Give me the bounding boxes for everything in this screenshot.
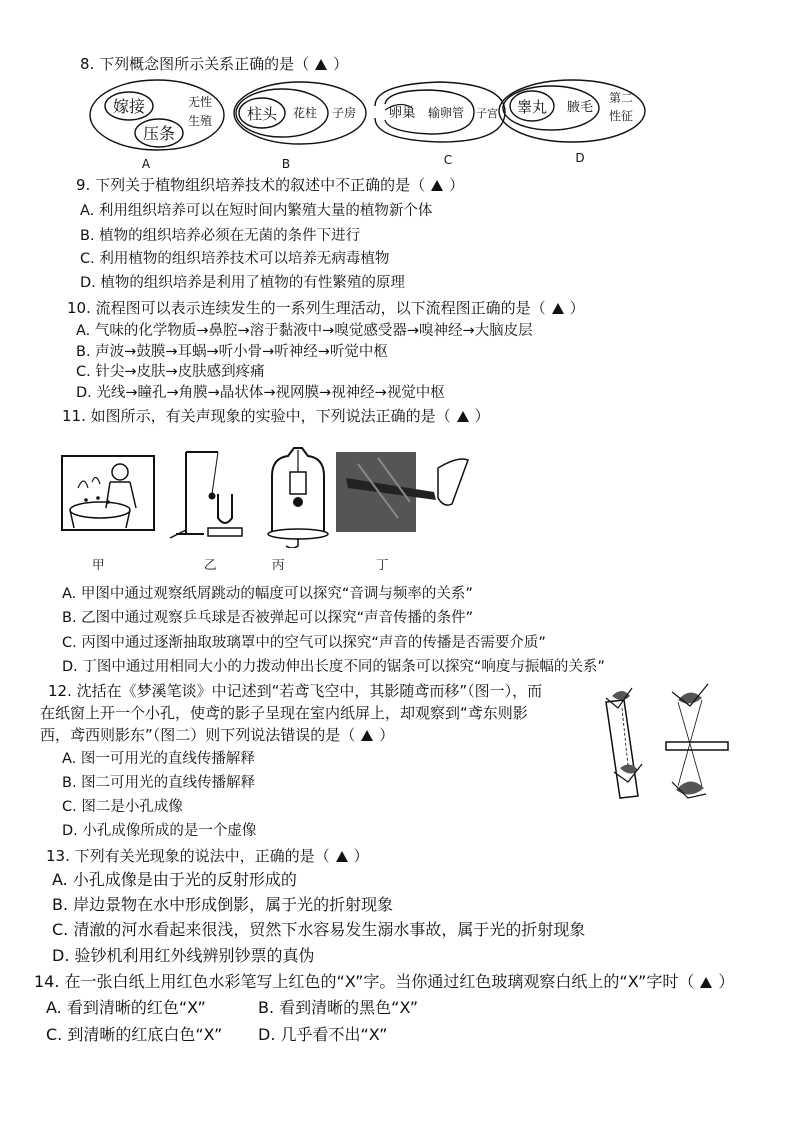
- q8-d-c2: 腋毛: [566, 100, 594, 115]
- figure-two-pinhole: [666, 684, 728, 798]
- q8-d-label: D: [575, 151, 585, 165]
- q12-stem-line-1: 12. 沈括在《梦溪笔谈》中记述到“若鸢飞空中，其影随鸢而移”（图一），而: [48, 682, 543, 700]
- figure-label-ding: 丁: [376, 557, 389, 572]
- q9-option-a: A. 利用组织培养可以在短时间内繁殖大量的植物新个体: [80, 203, 433, 219]
- q11-option-a: A. 甲图中通过观察纸屑跳动的幅度可以探究“音调与频率的关系”: [62, 586, 473, 602]
- q8-diagram-a: [90, 80, 224, 171]
- q8-diagram-c: [375, 82, 505, 167]
- q12-option-c: C. 图二是小孔成像: [62, 799, 183, 815]
- q8-a-inner2: 压条: [142, 124, 176, 143]
- q10-option-c: C. 针尖→皮肤→皮肤感到疼痛: [76, 364, 265, 380]
- q13-option-b: B. 岸边景物在水中形成倒影，属于光的折射现象: [52, 895, 394, 914]
- q12-option-b: B. 图二可用光的直线传播解释: [62, 775, 256, 791]
- q8-diagram-b: [234, 82, 366, 171]
- q10-option-a: A. 气味的化学物质→鼻腔→溶于黏液中→嗅觉感受器→嗅神经→大脑皮层: [76, 323, 533, 339]
- q8-d-c1: 睾丸: [516, 98, 548, 116]
- q9-option-c: C. 利用植物的组织培养技术可以培养无病毒植物: [80, 251, 390, 267]
- q13-option-c: C. 清澈的河水看起来很浅，贸然下水容易发生溺水事故，属于光的折射现象: [52, 920, 586, 939]
- q8-a-label: A: [141, 157, 151, 171]
- q14-option-b: B. 看到清晰的黑色“X”: [258, 998, 419, 1017]
- q8-a-outer-1: 无性: [187, 95, 213, 109]
- q8-b-c1: 柱头: [246, 105, 278, 123]
- q8-c-c3: 子宫: [476, 107, 498, 120]
- q11-option-c: C. 丙图中通过逐渐抽取玻璃罩中的空气可以探究“声音的传播是否需要介质”: [62, 635, 546, 651]
- q8-d-c3-2: 性征: [608, 109, 634, 123]
- q14-stem: 14. 在一张白纸上用红色水彩笔写上红色的“X”字。当你通过红色玻璃观察白纸上的“X”字时（ ）: [34, 972, 735, 991]
- q8-c-label: C: [443, 153, 453, 167]
- figure-one-kite-shadow: [606, 688, 642, 798]
- q9-stem: 9. 下列关于植物组织培养技术的叙述中不正确的是（ ）: [76, 176, 465, 194]
- q11-experiment-figures: [58, 438, 498, 548]
- q11-option-b: B. 乙图中通过观察乒乓球是否被弹起可以探究“声音传播的条件”: [62, 610, 474, 626]
- q13-option-d: D. 验钞机利用红外线辨别钞票的真伪: [52, 946, 315, 965]
- answer-triangle-icon: [700, 977, 712, 988]
- q12-option-d: D. 小孔成像所成的是一个虚像: [62, 823, 257, 839]
- q13-option-a: A. 小孔成像是由于光的反射形成的: [52, 870, 297, 889]
- q11-option-d: D. 丁图中通过用相同大小的力拨动伸出长度不同的锯条可以探究“响度与振幅的关系”: [62, 659, 605, 675]
- figure-yi-tuning-fork: [170, 452, 242, 538]
- q8-d-c3-1: 第二: [608, 91, 634, 105]
- figure-label-bing: 丙: [272, 557, 285, 572]
- answer-triangle-icon: [457, 411, 469, 422]
- q10-option-d: D. 光线→瞳孔→角膜→晶状体→视网膜→视神经→视觉中枢: [76, 385, 445, 401]
- q12-stem-line-3: 西，鸢西则影东”（图二）则下列说法错误的是（ ）: [40, 726, 395, 744]
- answer-triangle-icon: [315, 59, 327, 70]
- figure-bing-bell-jar: [268, 448, 328, 548]
- q12-kite-figures: [556, 678, 756, 818]
- q8-c-c1: 卵巢: [388, 105, 416, 121]
- q8-stem: 8. 下列概念图所示关系正确的是（ ）: [80, 55, 349, 73]
- figure-label-jia: 甲: [92, 557, 105, 572]
- q8-b-c3: 子房: [331, 106, 357, 120]
- answer-triangle-icon: [431, 180, 443, 191]
- q8-diagram-d: [499, 80, 645, 165]
- figure-jia-drum: [62, 456, 154, 530]
- answer-triangle-icon: [361, 730, 373, 741]
- q8-a-outer-2: 生殖: [187, 114, 213, 128]
- q10-stem: 10. 流程图可以表示连续发生的一系列生理活动，以下流程图正确的是（ ）: [67, 299, 585, 317]
- answer-triangle-icon: [336, 851, 348, 862]
- q8-b-c2: 花柱: [292, 106, 318, 120]
- q14-option-d: D. 几乎看不出“X”: [258, 1025, 388, 1044]
- q12-stem-line-2: 在纸窗上开一个小孔，使鸢的影子呈现在室内纸屏上，却观察到“鸢东则影: [40, 704, 528, 722]
- q8-c-c2: 输卵管: [427, 106, 465, 120]
- answer-triangle-icon: [552, 303, 564, 314]
- q14-option-c: C. 到清晰的红底白色“X”: [46, 1025, 223, 1044]
- q11-stem: 11. 如图所示，有关声现象的实验中，下列说法正确的是（ ）: [62, 407, 490, 425]
- q9-option-b: B. 植物的组织培养必须在无菌的条件下进行: [80, 228, 361, 244]
- q10-option-b: B. 声波→鼓膜→耳蜗→听小骨→听神经→听觉中枢: [76, 344, 388, 360]
- q9-option-d: D. 植物的组织培养是利用了植物的有性繁殖的原理: [80, 275, 405, 291]
- q14-option-a: A. 看到清晰的红色“X”: [46, 998, 206, 1017]
- q8-a-inner1: 嫁接: [112, 97, 146, 116]
- q13-stem: 13. 下列有关光现象的说法中，正确的是（ ）: [46, 847, 369, 865]
- figure-ding-saw-blade: [336, 452, 468, 532]
- q12-option-a: A. 图一可用光的直线传播解释: [62, 751, 255, 767]
- q8-b-label: B: [281, 157, 291, 171]
- figure-label-yi: 乙: [204, 557, 217, 572]
